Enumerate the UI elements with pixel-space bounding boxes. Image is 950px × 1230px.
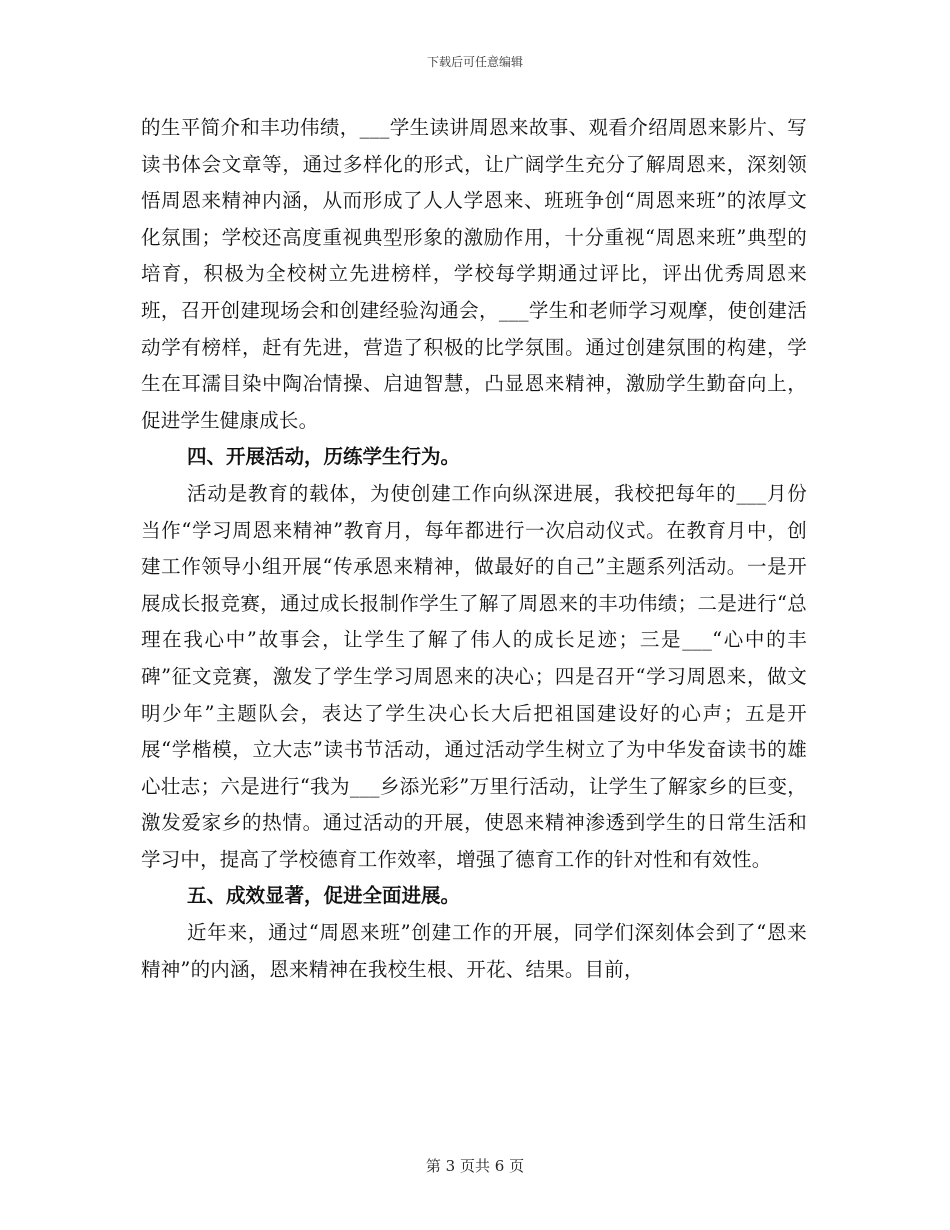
- document-body: [141, 110, 807, 988]
- paragraph-results: 近年来，通过“周恩来班”创建工作的开展，同学们深刻体会到了“恩来精神”的内涵，恩来精神在我校生根、开花、结果。目前，: [141, 921, 807, 981]
- section-heading-5: 五、成效显著，促进全面进展。: [187, 884, 461, 908]
- paragraph-continued: 的生平简介和丰功伟绩，___学生读讲周恩来故事、观看介绍周恩来影片、写读书体会文章等，通过多样化的形式，让广阔学生充分了解周恩来，深刻领悟周恩来精神内涵，从而形成了人人学恩来、班班争创“周恩来班”的浓厚文化氛围；学校还高度重视典型形象的激励作用，十分重视“周恩来班”典型的培育，积极为全校树立先进榜样，学校每学期通过评比，评出优秀周恩来班，召开创建现场会和创建经验沟通会，___学生和老师学习观摩，使创建活动学有榜样，赶有先进，营造了积极的比学氛围。通过创建氛围的构建，学生在耳濡目染中陶冶情操、启迪智慧，凸显恩来精神，激励学生勤奋向上，促进学生健康成长。: [141, 116, 807, 432]
- page-number-footer: 第 3 页共 6 页: [425, 1157, 525, 1175]
- page-header-note: 下载后可任意编辑: [426, 55, 523, 69]
- paragraph-activities: 活动是教育的载体，为使创建工作向纵深进展，我校把每年的___月份当作“学习周恩来精神”教育月，每年都进行一次启动仪式。在教育月中，创建工作领导小组开展“传承恩来精神，做最好的自己”主题系列活动。一是开展成长报竞赛，通过成长报制作学生了解了周恩来的丰功伟绩；二是进行“总理在我心中”故事会，让学生了解了伟人的成长足迹；三是___“心中的丰碑”征文竞赛，激发了学生学习周恩来的决心；四是召开“学习周恩来，做文明少年”主题队会，表达了学生决心长大后把祖国建设好的心声；五是开展“学楷模，立大志”读书节活动，通过活动学生树立了为中华发奋读书的雄心壮志；六是进行“我为___乡添光彩”万里行活动，让学生了解家乡的巨变，激发爱家乡的热情。通过活动的开展，使恩来精神渗透到学生的日常生活和学习中，提高了学校德育工作效率，增强了德育工作的针对性和有效性。: [141, 481, 807, 871]
- section-heading-4: 四、开展活动，历练学生行为。: [187, 445, 461, 469]
